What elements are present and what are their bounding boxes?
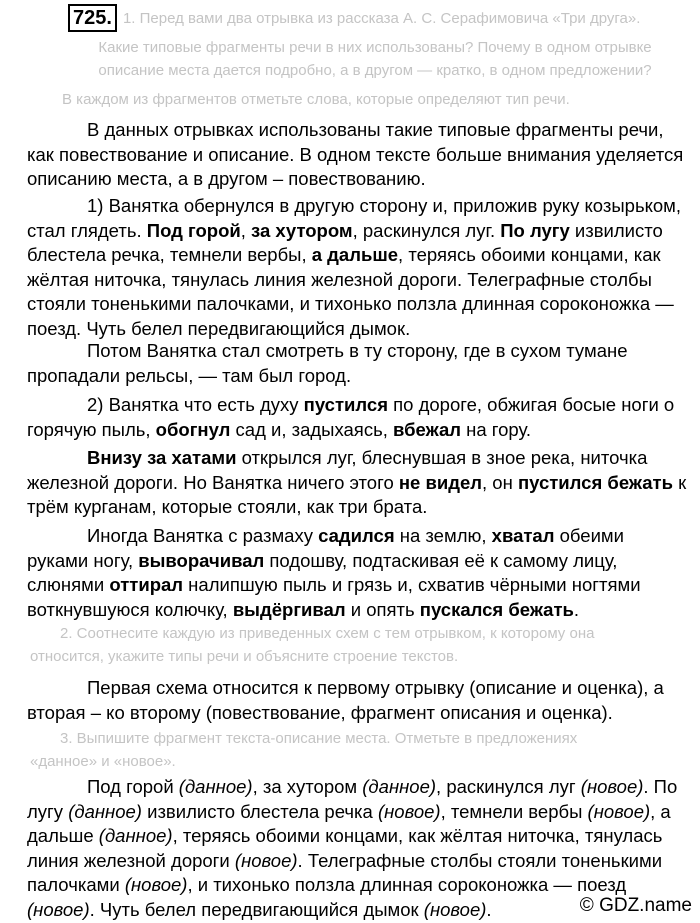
highlighted-word: выдёргивал — [232, 598, 346, 620]
question-3-text — [30, 727, 660, 773]
text-segment: по дороге, обжигая босые ноги о горячую пыль, — [27, 394, 675, 440]
text-segment: Первая схема относится к первому отрывку (описание и оценка), а вторая – ко второму (повествование, фрагмент описания и оценка). — [27, 677, 664, 723]
answer-paragraph — [27, 118, 687, 192]
text-segment: Под горой — [87, 776, 179, 797]
text-segment: , раскинулся луг. — [352, 219, 501, 241]
highlighted-word: за хутором — [251, 219, 353, 241]
text-segment: . — [486, 898, 492, 920]
text-segment: Потом Ванятка стал смотреть в ту сторону, где в сухом тумане пропадали рельсы, — там был город. — [27, 340, 628, 386]
task-number: 725. — [68, 4, 117, 32]
highlighted-word: садился — [318, 525, 395, 546]
text-segment: 2) Ванятка что есть духу — [87, 394, 304, 415]
task-header — [68, 4, 640, 32]
annotation: (данное) — [98, 825, 173, 846]
highlighted-word: пустился — [303, 394, 388, 415]
highlighted-word: Внизу за хатами — [87, 447, 237, 468]
question-2-line-2: относится, укажите типы речи и объясните строение текстов. — [30, 648, 459, 665]
text-segment: , и тихонько ползла длинная сороконожка — поезд — [187, 874, 627, 895]
annotation: (новое) — [234, 849, 298, 871]
annotation: (новое) — [423, 898, 487, 920]
question-1-line-4: В каждом из фрагментов отметьте слова, которые определяют тип речи. — [62, 91, 570, 108]
annotation: (новое) — [27, 898, 90, 920]
highlighted-word: а дальше — [311, 244, 399, 265]
text-segment: Иногда Ванятка с размаху — [87, 525, 319, 546]
excerpt-2-paragraph — [27, 446, 687, 520]
highlighted-word: обогнул — [155, 418, 231, 440]
text-segment: , раскинулся луг — [436, 776, 581, 797]
text-segment: , теряясь обоими концами, как жёлтая ниточка, тянулась линия железной дороги — [27, 825, 663, 871]
annotation: (данное) — [362, 776, 437, 797]
text-segment: подошву, подтаскивая её к самому лицу, слюнями — [27, 549, 618, 595]
excerpt-1-paragraph — [27, 339, 687, 388]
annotation: (новое) — [377, 800, 441, 822]
text-segment: В данных отрывках использованы такие типовые фрагменты речи, как повествование и описание. В одном тексте больше внимания уделяется описанию места, а в другом – повествованию. — [27, 119, 684, 189]
highlighted-word: не видел — [398, 471, 483, 493]
annotation: (данное) — [68, 800, 142, 822]
text-segment: и опять — [345, 598, 420, 620]
watermark: © GDZ.name — [579, 895, 692, 916]
question-1-line-3: описание места дается подробно, а в другом — кратко, в одном предложении? — [98, 62, 652, 79]
text-segment: , теряясь обоими концами, как жёлтая ниточка, тянулась линия железной дороги. Телеграфные столбы стояли тоненькими палочками, и тихонько ползла длинная сороконожка — поезд. Чуть белел передвигающийся дымок. — [27, 244, 674, 339]
question-2-text — [30, 622, 660, 668]
text-segment: открылся луг, блеснувшая в зное река, ниточка железной дороги. Но Ванятка ничего этого — [27, 447, 648, 493]
text-segment: , он — [482, 471, 518, 493]
annotation: (данное) — [178, 776, 253, 797]
text-segment: на гору. — [460, 418, 532, 440]
highlighted-word: выворачивал — [138, 549, 265, 571]
highlighted-word: Под горой — [146, 219, 241, 241]
highlighted-word: вбежал — [393, 418, 461, 440]
answer-2-paragraph — [27, 676, 687, 725]
text-segment: , темнели вербы — [440, 800, 588, 822]
highlighted-word: хватал — [491, 525, 555, 546]
excerpt-1-paragraph — [27, 194, 687, 341]
annotation: (новое) — [124, 874, 188, 895]
question-1-text — [60, 36, 690, 111]
excerpt-2-paragraph — [27, 524, 687, 622]
text-segment: обеими руками ногу, — [27, 525, 624, 571]
excerpt-2-paragraph — [27, 393, 687, 442]
text-segment: . Чуть белел передвигающийся дымок — [89, 898, 424, 920]
annotation: (новое) — [587, 800, 651, 822]
question-1-line-2: Какие типовые фрагменты речи в них использованы? Почему в одном отрывке — [98, 39, 652, 56]
question-3-line-1: 3. Выпишите фрагмент текста-описание места. Отметьте в предложениях — [60, 730, 578, 747]
text-segment: на землю, — [394, 525, 492, 546]
text-segment: сад и, задыхаясь, — [230, 418, 393, 440]
highlighted-word: оттирал — [109, 574, 184, 595]
annotation: (новое) — [580, 776, 644, 797]
question-3-line-2: «данное» и «новое». — [30, 753, 176, 770]
text-segment: 1) Ванятка обернулся в другую сторону и, приложив руку козырьком, стал глядеть. — [27, 195, 682, 241]
text-segment: к трём курганам, которые стояли, как три брата. — [27, 471, 687, 517]
highlighted-word: пускался бежать — [419, 598, 574, 620]
highlighted-word: По лугу — [500, 219, 570, 241]
text-segment: . Телеграфные столбы стояли тоненькими палочками — [27, 849, 663, 895]
question-1-line-1: 1. Перед вами два отрывка из рассказа А. С. Серафимовича «Три друга». — [122, 9, 641, 27]
text-segment: , а дальше — [27, 800, 671, 846]
text-segment: . — [573, 598, 580, 620]
text-segment: , — [240, 219, 252, 241]
text-segment: извилисто блестела речка — [141, 800, 378, 822]
text-segment: налипшую пыль и грязь и, схватив чёрными ногтями воткнувшуюся колючку, — [27, 574, 641, 620]
text-segment: извилисто блестела речка, темнели вербы, — [27, 219, 663, 265]
text-segment: , за хутором — [252, 776, 363, 797]
question-2-line-1: 2. Соотнесите каждую из приведенных схем с тем отрывком, к которому она — [60, 625, 595, 642]
highlighted-word: пустился бежать — [517, 471, 673, 493]
text-segment: . По лугу — [27, 776, 678, 822]
